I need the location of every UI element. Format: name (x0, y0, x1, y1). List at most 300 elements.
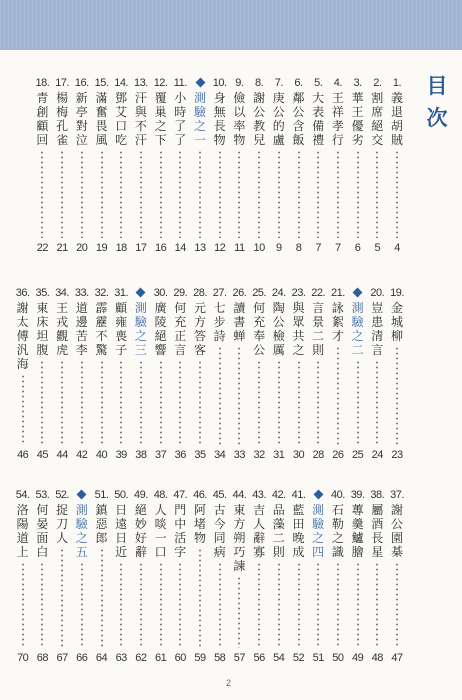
toc-entry[interactable] (171, 285, 189, 462)
toc-entry[interactable] (349, 487, 367, 665)
entry-page: 25 (351, 449, 364, 461)
toc-entry[interactable] (112, 75, 130, 255)
entry-number: 41. (291, 489, 306, 501)
entry-number: 22. (311, 287, 326, 299)
entry-number: 45. (212, 489, 227, 501)
entry-page: 13 (194, 242, 206, 254)
entry-page: 33 (233, 449, 246, 461)
entry-title: 儉 以 率 物 (233, 91, 246, 147)
entry-title: 身 無 長 物 (213, 91, 226, 147)
entry-title: 鎮 惡 郎 (95, 503, 108, 545)
dot-leader (101, 548, 103, 648)
entry-number: 32. (94, 287, 109, 299)
dot-leader (120, 150, 122, 238)
entry-page: 30 (292, 449, 305, 461)
dot-leader (357, 360, 359, 445)
entry-number: 21. (330, 287, 345, 299)
dot-leader (317, 562, 319, 648)
entry-title: 測 驗 之 三 (134, 301, 147, 357)
entry-title: 測 驗 之 五 (75, 503, 88, 559)
entry-title: 汗 與 不 汗 (134, 91, 147, 147)
entry-title: 義 退 胡 賊 (390, 91, 403, 147)
entry-page: 39 (115, 449, 127, 461)
entry-page: 57 (233, 652, 246, 664)
dot-leader (199, 360, 201, 445)
entry-page: 34 (214, 449, 226, 461)
dot-leader (238, 576, 240, 648)
entry-number: 34. (55, 287, 69, 299)
toc-section-entry[interactable] (309, 487, 327, 665)
dot-leader (219, 346, 221, 445)
entry-title: 何 充 奉 公 (253, 301, 266, 357)
entry-number: 8. (255, 77, 264, 89)
entry-title: 言 景 二 則 (312, 301, 325, 357)
entry-title: 謝 公 教 兒 (253, 91, 266, 147)
toc-entry[interactable] (93, 285, 111, 462)
toc-entry[interactable] (290, 285, 308, 462)
entry-page: 5 (374, 242, 381, 254)
entry-number: 1. (392, 77, 402, 89)
toc-entry[interactable] (329, 285, 347, 462)
entry-title: 顧 雍 喪 子 (115, 301, 128, 357)
dot-leader (61, 360, 63, 445)
entry-page: 19 (95, 242, 108, 254)
entry-page: 37 (154, 449, 167, 461)
toc-section-entry[interactable] (191, 75, 209, 255)
entry-page: 67 (56, 652, 68, 664)
entry-number: 26. (232, 287, 247, 299)
dot-leader (81, 360, 83, 445)
toc-entry[interactable] (270, 487, 288, 665)
toc-entry[interactable] (309, 75, 327, 255)
entry-title: 捉 刀 人 (56, 503, 69, 545)
dot-leader (357, 150, 359, 238)
entry-number: 53. (35, 489, 50, 501)
entry-number: 3. (353, 77, 362, 89)
entry-page: 7 (335, 242, 341, 254)
toc-entry[interactable] (250, 75, 268, 255)
entry-page: 68 (36, 652, 49, 664)
dot-leader (396, 346, 398, 445)
entry-page: 22 (36, 242, 49, 254)
entry-title: 詠 絮 才 (331, 301, 344, 343)
toc-entry[interactable] (368, 487, 386, 665)
diamond-bullet-icon (136, 288, 146, 298)
entry-number: 38. (370, 489, 385, 501)
toc-entry[interactable] (368, 75, 386, 255)
entry-page: 52 (292, 652, 305, 664)
toc-entry[interactable] (211, 285, 229, 462)
entry-number: 46. (193, 489, 207, 501)
toc-entry[interactable] (309, 285, 327, 462)
entry-title: 何 充 正 言 (174, 301, 187, 357)
entry-number: 24. (271, 287, 286, 299)
entry-page: 54 (273, 652, 285, 664)
entry-page: 46 (17, 449, 29, 461)
toc-title-char: 目 (426, 73, 448, 98)
toc-entry[interactable] (93, 75, 111, 255)
entry-title: 金 城 柳 (390, 301, 403, 343)
entry-title: 王 祥 孝 行 (331, 91, 344, 147)
entry-title: 鄰 公 含 飯 (292, 91, 305, 147)
entry-page: 66 (76, 652, 88, 664)
entry-number: 40. (330, 489, 345, 501)
dot-leader (61, 150, 63, 238)
dot-leader (376, 562, 378, 648)
dot-leader (357, 562, 359, 648)
dot-leader (238, 346, 240, 445)
toc-entry[interactable] (329, 75, 347, 255)
entry-title: 讀 書 蝉 (233, 301, 246, 343)
entry-title: 與 眾 共 之 (292, 301, 305, 357)
toc-entry[interactable] (14, 487, 32, 665)
dot-leader (298, 360, 300, 445)
dot-leader (278, 562, 280, 648)
toc-section-entry[interactable] (349, 285, 367, 462)
toc-section-entry[interactable] (73, 487, 91, 665)
header-band (0, 0, 462, 50)
entry-title: 洛 陽 道 上 (16, 503, 29, 559)
entry-page: 24 (371, 449, 383, 461)
toc-entry[interactable] (388, 487, 406, 665)
toc-entry[interactable] (211, 75, 229, 255)
entry-page: 10 (253, 242, 265, 254)
entry-number: 6. (294, 77, 303, 89)
entry-title: 華 王 優 劣 (351, 91, 364, 147)
entry-page: 4 (394, 242, 400, 254)
entry-title: 七 步 詩 (213, 301, 226, 343)
entry-title: 小 時 了 了 (174, 91, 187, 147)
toc-entry[interactable] (211, 487, 229, 665)
entry-page: 51 (312, 652, 324, 664)
entry-page: 18 (115, 242, 127, 254)
entry-title: 廣 陵 絕 響 (154, 301, 167, 357)
entry-page: 6 (354, 242, 361, 254)
entry-title: 鄧 艾 口 吃 (115, 91, 128, 147)
dot-leader (258, 150, 260, 238)
entry-number: 25. (252, 287, 266, 299)
dot-leader (219, 562, 221, 648)
entry-title: 門 中 活 字 (174, 503, 187, 559)
entry-title: 大 表 備 禮 (312, 91, 325, 147)
diamond-bullet-icon (313, 490, 323, 500)
entry-number: 10. (212, 77, 227, 89)
dot-leader (81, 562, 83, 648)
dot-leader (140, 562, 142, 648)
entry-page: 36 (174, 449, 186, 461)
entry-title: 東 方 朔 巧 諫 (233, 503, 246, 573)
entry-number: 4. (333, 77, 342, 89)
entry-number: 31. (114, 287, 129, 299)
entry-page: 38 (135, 449, 147, 461)
entry-number: 48. (153, 489, 168, 501)
entry-title: 吉 人 辭 寡 (253, 503, 266, 559)
diamond-bullet-icon (195, 78, 205, 88)
entry-number: 42. (271, 489, 286, 501)
toc-entry[interactable] (290, 75, 308, 255)
dot-leader (258, 562, 260, 648)
dot-leader (238, 150, 240, 238)
toc-section-entry[interactable] (132, 285, 150, 462)
entry-number: 14. (114, 77, 129, 89)
entry-number: 29. (173, 287, 188, 299)
dot-leader (396, 562, 398, 648)
dot-leader (317, 360, 319, 445)
entry-number: 28. (193, 287, 207, 299)
entry-title: 何 晏 面 白 (36, 503, 49, 559)
dot-leader (101, 150, 103, 238)
entry-page: 42 (76, 449, 88, 461)
entry-page: 16 (154, 242, 167, 254)
entry-number: 27. (212, 287, 227, 299)
dot-leader (258, 360, 260, 445)
entry-number: 39. (350, 489, 365, 501)
diamond-bullet-icon (353, 288, 363, 298)
entry-page: 64 (95, 652, 108, 664)
entry-page: 50 (332, 652, 344, 664)
entry-number: 9. (235, 77, 244, 89)
toc-entry[interactable] (191, 285, 209, 462)
entry-title: 人 啖 一 口 (154, 503, 167, 559)
page-number: 2 (226, 678, 232, 688)
entry-title: 品 藻 二 則 (272, 503, 285, 559)
toc-entry[interactable] (230, 75, 248, 255)
toc-entry[interactable] (270, 285, 288, 462)
entry-page: 47 (391, 652, 403, 664)
toc-entry[interactable] (368, 285, 386, 462)
dot-leader (140, 150, 142, 238)
entry-number: 36. (15, 287, 30, 299)
entry-page: 21 (56, 242, 68, 254)
toc-entry[interactable] (53, 487, 71, 665)
entry-title: 青 創 顧 回 (36, 91, 49, 147)
entry-number: 37. (390, 489, 404, 501)
dot-leader (22, 374, 24, 445)
toc-entry[interactable] (73, 75, 91, 255)
entry-page: 49 (351, 652, 364, 664)
toc-entry[interactable] (230, 487, 248, 665)
entry-page: 70 (17, 652, 29, 664)
dot-leader (298, 562, 300, 648)
dot-leader (179, 360, 181, 445)
toc-entry[interactable] (388, 285, 406, 462)
entry-page: 59 (194, 652, 206, 664)
entry-number: 54. (15, 489, 30, 501)
entry-title: 新 亭 對 泣 (75, 91, 88, 147)
dot-leader (376, 150, 378, 238)
dot-leader (61, 548, 63, 648)
dot-leader (41, 562, 43, 648)
entry-number: 35. (35, 287, 50, 299)
toc-entry[interactable] (171, 487, 189, 665)
entry-page: 63 (115, 652, 127, 664)
dot-leader (160, 562, 162, 648)
entry-title: 謝 太 傅 汎 海 (16, 301, 29, 371)
entry-title: 滿 奮 畏 風 (95, 91, 108, 147)
entry-page: 35 (194, 449, 206, 461)
dot-leader (179, 562, 181, 648)
entry-title: 阿 堵 物 (193, 503, 206, 545)
toc-entry[interactable] (33, 487, 51, 665)
dot-leader (337, 346, 339, 445)
entry-page: 45 (36, 449, 49, 461)
toc-entry[interactable] (33, 285, 51, 462)
dot-leader (41, 150, 43, 238)
entry-page: 40 (95, 449, 108, 461)
entry-page: 8 (295, 242, 302, 254)
entry-page: 32 (253, 449, 265, 461)
dot-leader (396, 150, 398, 238)
entry-number: 13. (133, 77, 148, 89)
diamond-bullet-icon (77, 490, 87, 500)
dot-leader (219, 150, 221, 238)
entry-page: 12 (214, 242, 226, 254)
entry-page: 26 (332, 449, 344, 461)
entry-number: 20. (370, 287, 385, 299)
entry-title: 屬 酒 長 星 (371, 503, 384, 559)
entry-page: 44 (56, 449, 68, 461)
dot-leader (81, 150, 83, 238)
entry-page: 31 (273, 449, 285, 461)
entry-title: 楊 梅 孔 雀 (56, 91, 69, 147)
entry-title: 元 方 答 客 (193, 301, 206, 357)
toc-entry[interactable] (290, 487, 308, 665)
toc-entry[interactable] (191, 487, 209, 665)
entry-title: 王 戎 觀 虎 (56, 301, 69, 357)
entry-title: 道 邊 苦 李 (75, 301, 88, 357)
entry-title: 東 床 坦 腹 (36, 301, 49, 357)
dot-leader (120, 360, 122, 445)
entry-page: 17 (135, 242, 147, 254)
dot-leader (179, 150, 181, 238)
entry-page: 23 (391, 449, 403, 461)
entry-number: 47. (173, 489, 188, 501)
toc-entry[interactable] (132, 75, 150, 255)
toc-entry[interactable] (53, 75, 71, 255)
entry-number: 16. (74, 77, 89, 89)
toc-entry[interactable] (73, 285, 91, 462)
toc-entry[interactable] (152, 285, 170, 462)
dot-leader (337, 150, 339, 238)
entry-number: 12. (153, 77, 168, 89)
dot-leader (278, 150, 280, 238)
entry-title: 測 驗 之 一 (193, 91, 206, 147)
entry-number: 52. (55, 489, 69, 501)
entry-title: 日 遠 日 近 (115, 503, 128, 559)
dot-leader (41, 360, 43, 445)
entry-page: 7 (315, 242, 321, 254)
entry-page: 61 (154, 652, 167, 664)
dot-leader (278, 360, 280, 445)
dot-leader (298, 150, 300, 238)
entry-number: 49. (133, 489, 148, 501)
entry-title: 割 席 絕 交 (371, 91, 384, 147)
dot-leader (101, 360, 103, 445)
entry-title: 石 勒 之 識 (331, 503, 344, 559)
entry-title: 庚 公 的 盧 (272, 91, 285, 147)
entry-page: 48 (371, 652, 383, 664)
entry-page: 9 (275, 242, 282, 254)
toc-entry[interactable] (112, 487, 130, 665)
entry-title: 測 驗 之 四 (312, 503, 325, 559)
toc-entry[interactable] (14, 285, 32, 462)
dot-leader (140, 360, 142, 445)
dot-leader (199, 548, 201, 648)
toc-title-char: 次 (426, 104, 448, 130)
entry-number: 43. (252, 489, 266, 501)
entry-title: 謝 公 園 棊 (390, 503, 403, 559)
dot-leader (120, 562, 122, 648)
entry-title: 絕 妙 好 辭 (134, 503, 147, 559)
toc-entry[interactable] (112, 285, 130, 462)
toc-entry[interactable] (171, 75, 189, 255)
toc-entry[interactable] (152, 487, 170, 665)
dot-leader (160, 150, 162, 238)
entry-number: 33. (74, 287, 89, 299)
entry-title: 陶 公 檢 厲 (272, 301, 285, 357)
toc-entry[interactable] (33, 75, 51, 255)
toc-entry[interactable] (93, 487, 111, 665)
entry-page: 14 (174, 242, 186, 254)
entry-number: 19. (390, 287, 404, 299)
entry-title: 古 今 同 病 (213, 503, 226, 559)
entry-number: 11. (173, 77, 187, 89)
entry-number: 51. (94, 489, 109, 501)
entry-number: 17. (55, 77, 69, 89)
dot-leader (317, 150, 319, 238)
dot-leader (199, 150, 201, 238)
entry-title: 霹 靂 不 驚 (95, 301, 108, 357)
entry-number: 5. (314, 77, 323, 89)
toc-entry[interactable] (250, 285, 268, 462)
toc-title (426, 70, 448, 133)
dot-leader (376, 360, 378, 445)
entry-number: 50. (114, 489, 129, 501)
entry-page: 20 (76, 242, 88, 254)
entry-number: 30. (153, 287, 168, 299)
entry-page: 60 (174, 652, 186, 664)
entry-title: 豈 患 清 言 (371, 301, 384, 357)
toc-entry[interactable] (388, 75, 406, 255)
entry-number: 44. (232, 489, 247, 501)
toc-entry[interactable] (132, 487, 150, 665)
entry-number: 2. (373, 77, 382, 89)
entry-number: 15. (94, 77, 109, 89)
entry-title: 測 驗 之 二 (351, 301, 364, 357)
entry-number: 7. (274, 77, 283, 89)
entry-title: 藍 田 晚 成 (292, 503, 305, 559)
toc-entry[interactable] (53, 285, 71, 462)
entry-page: 28 (312, 449, 324, 461)
toc-entry[interactable] (270, 75, 288, 255)
toc-entry[interactable] (250, 487, 268, 665)
entry-title: 覆 巢 之 下 (154, 91, 167, 147)
entry-number: 23. (291, 287, 306, 299)
dot-leader (22, 562, 24, 648)
toc-entry[interactable] (329, 487, 347, 665)
dot-leader (160, 360, 162, 445)
entry-page: 62 (135, 652, 147, 664)
toc-entry[interactable] (152, 75, 170, 255)
toc-entry[interactable] (230, 285, 248, 462)
dot-leader (337, 562, 339, 648)
toc-entry[interactable] (349, 75, 367, 255)
entry-page: 11 (234, 242, 245, 254)
entry-page: 56 (253, 652, 265, 664)
entry-page: 58 (214, 652, 226, 664)
entry-title: 蓴 羹 鱸 膾 (351, 503, 364, 559)
entry-number: 18. (35, 77, 50, 89)
